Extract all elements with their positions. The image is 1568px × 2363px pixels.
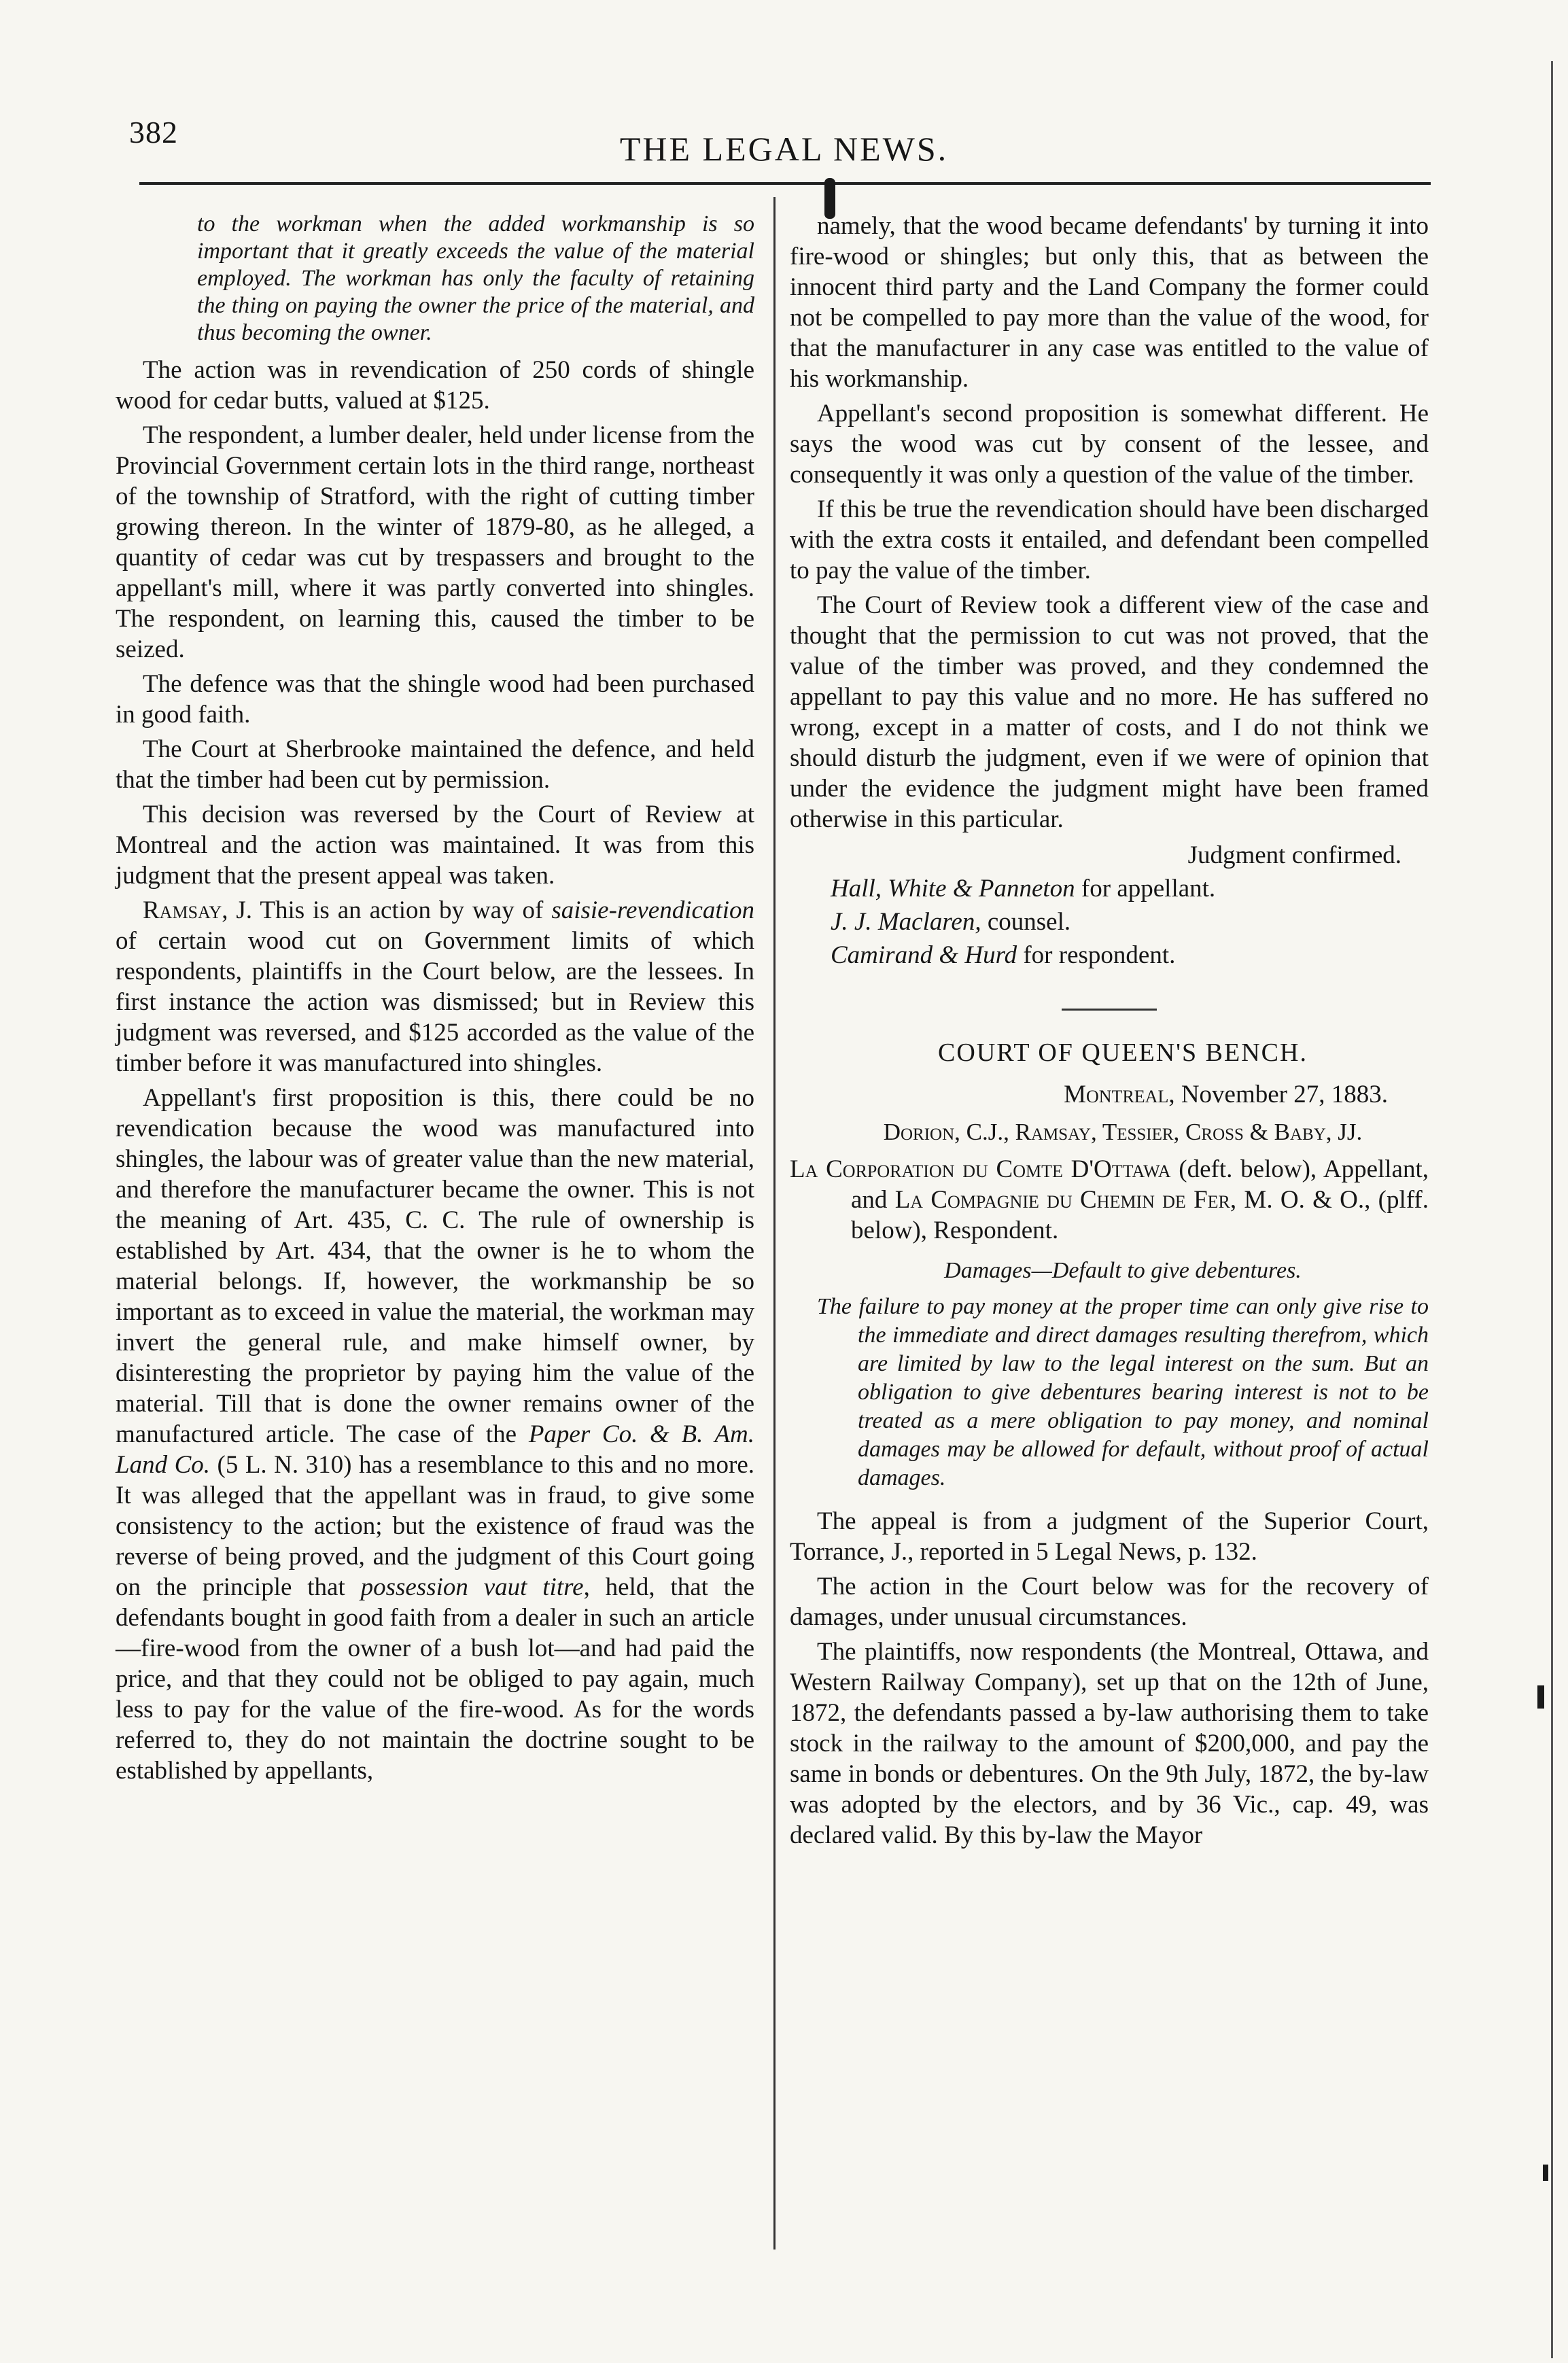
margin-mark: [1543, 2165, 1548, 2181]
parties-line: [790, 1154, 1429, 1246]
column-divider: [773, 197, 776, 2250]
case-citation: Paper Co. & B. Am. Land Co.: [116, 1420, 754, 1479]
paragraph: This decision was reversed by the Court of Review at Montreal and the action was maintained. It was from this judgment that the present appeal was taken.: [116, 801, 754, 890]
respondent-name: La Compagnie du Chemin de Fer, M. O. & O.: [894, 1186, 1365, 1214]
counsel-name: Hall, White & Panneton: [831, 875, 1075, 903]
header-rule: [139, 182, 1431, 185]
journal-title: THE LEGAL NEWS.: [619, 130, 949, 168]
right-column: [790, 211, 1429, 1855]
judge-name: Ramsay, J.: [143, 896, 253, 924]
paragraph: If this be true the revendication should have been discharged with the extra costs it entailed, and defendant been compelled to pay the value of the timber.: [790, 495, 1429, 584]
italic-term: possession vaut titre: [360, 1573, 584, 1601]
headnote-continued: to the workman when the added workmanship is so important that it greatly exceeds the value of the material employed. The workman has only the faculty of retaining the thing on paying the owner the price of the material, and thus becoming the owner.: [197, 211, 754, 345]
judges-line: Dorion, C.J., Ramsay, Tessier, Cross & Baby, JJ.: [883, 1119, 1363, 1145]
counsel-role: for appellant.: [1075, 875, 1216, 903]
paragraph: The action was in revendication of 250 cords of shingle wood for cedar butts, valued at $125.: [116, 356, 754, 415]
paragraph: The defence was that the shingle wood had been purchased in good faith.: [116, 670, 754, 729]
counsel-name: Camirand & Hurd: [831, 941, 1017, 969]
court-heading: COURT OF QUEEN'S BENCH.: [938, 1038, 1308, 1067]
place: Montreal,: [1064, 1081, 1175, 1108]
section-divider: [1062, 1009, 1157, 1011]
paragraph: [116, 1083, 754, 1786]
paragraph: Appellant's second proposition is somewhat different. He says the wood was cut by consent of the lessee, and consequently it was only a question of the value of the timber.: [790, 400, 1429, 489]
case-subject: Damages—Default to give debentures.: [944, 1258, 1302, 1283]
appellant-name: La Corporation du Comte D'Ottawa: [790, 1155, 1171, 1183]
paragraph: The Court at Sherbrooke maintained the defence, and held that the timber had been cut by permission.: [116, 735, 754, 794]
paragraph: namely, that the wood became defendants' by turning it into fire-wood or shingles; but only this, that as between the innocent third party and the Land Company the former could not be compelled to pay more than the value of the wood, for that the manufacturer in any case was entitled to the value of his workmanship.: [790, 212, 1429, 393]
italic-term: saisie-revendication: [551, 896, 754, 924]
case-headnote: The failure to pay money at the proper time can only give rise to the immediate and direct damages resulting therefrom, which are limited by law to the legal interest on the sum. But an obligation to give debentures bearing interest is not to be treated as a mere obligation to pay money, and nominal damages may be allowed for default, without proof of actual damages.: [817, 1294, 1429, 1490]
text-run: , (plff. below), Respondent.: [851, 1186, 1429, 1244]
counsel-line: [790, 940, 1429, 970]
text-run: (deft. below), Appellant, and: [851, 1155, 1429, 1214]
text-run: , held, that the defendants bought in good faith from a dealer in such an article—fire-wood from the owner of a bush lot—and had paid the price, and that they could not be obliged to pay again, much less to pay for the value of the fire-wood. As for the words referred to, they do not maintain the doctrine sought to be established by appellants,: [116, 1573, 754, 1785]
counsel-role: counsel.: [981, 908, 1071, 936]
paragraph: The appeal is from a judgment of the Superior Court, Torrance, J., reported in 5 Legal News, p. 132.: [790, 1507, 1429, 1566]
counsel-role: for respondent.: [1017, 941, 1176, 969]
judge-opinion-paragraph: [116, 895, 754, 1079]
text-run: Appellant's first proposition is this, there could be no revendication because the wood was manufactured into shingles, the labour was of greater value than the new material, and therefore the manufacturer became the owner. This is not the meaning of Art. 435, C. C. The rule of ownership is established by Art. 434, that the owner is he to whom the material belongs. If, however, the workmanship be so important as to exceed in value the material, the workman may invert the general rule, and make himself owner, by disinteresting the proprietor by paying him the value of the material. Till that is done the owner remains owner of the manufactured article. The case of the: [116, 1084, 754, 1448]
text-run: This is an action by way of: [252, 896, 552, 924]
paragraph: The Court of Review took a different view of the case and thought that the permission to cut was not proved, that the value of the timber was proved, and they condemned the appellant to pay this value and no more. He has suffered no wrong, except in a matter of costs, and I do not think we should disturb the judgment, even if we were of opinion that under the evidence the judgment might have been framed otherwise in this particular.: [790, 591, 1429, 833]
text-run: of certain wood cut on Government limits of which respondents, plaintiffs in the Court below, are the lessees. In first instance the action was dismissed; but in Review this judgment was reversed, and $125 accorded as the value of the timber before it was manufactured into shingles.: [116, 927, 754, 1077]
judgment-line: Judgment confirmed.: [1187, 841, 1401, 869]
date: November 27, 1883.: [1174, 1081, 1388, 1108]
right-edge-line: [1551, 61, 1553, 2358]
paragraph: The action in the Court below was for the recovery of damages, under unusual circumstances.: [790, 1573, 1429, 1631]
page-number: 382: [129, 115, 178, 150]
counsel-line: [790, 873, 1429, 904]
left-column: [116, 211, 754, 1790]
margin-mark: [1537, 1685, 1544, 1709]
counsel-name: J. J. Maclaren,: [831, 908, 981, 936]
place-date: [790, 1079, 1429, 1110]
counsel-line: [790, 907, 1429, 937]
text-run: (5 L. N. 310) has a resemblance to this and no more. It was alleged that the appellant was in fraud, to give some consistency to the action; but the existence of fraud was the reverse of being proved, and the judgment of this Court going on the principle that: [116, 1451, 754, 1601]
paragraph: The plaintiffs, now respondents (the Montreal, Ottawa, and Western Railway Company), set up that on the 12th of June, 1872, the defendants passed a by-law authorising them to take stock in the railway to the amount of $200,000, and pay the same in bonds or debentures. On the 9th July, 1872, the by-law was adopted by the electors, and by 36 Vic., cap. 49, was declared valid. By this by-law the Mayor: [790, 1638, 1429, 1849]
paragraph: The respondent, a lumber dealer, held under license from the Provincial Government certain lots in the third range, northeast of the township of Stratford, with the right of cutting timber growing thereon. In the winter of 1879-80, as he alleged, a quantity of cedar was cut by trespassers and brought to the appellant's mill, where it was partly converted into shingles. The respondent, on learning this, caused the timber to be seized.: [116, 421, 754, 663]
